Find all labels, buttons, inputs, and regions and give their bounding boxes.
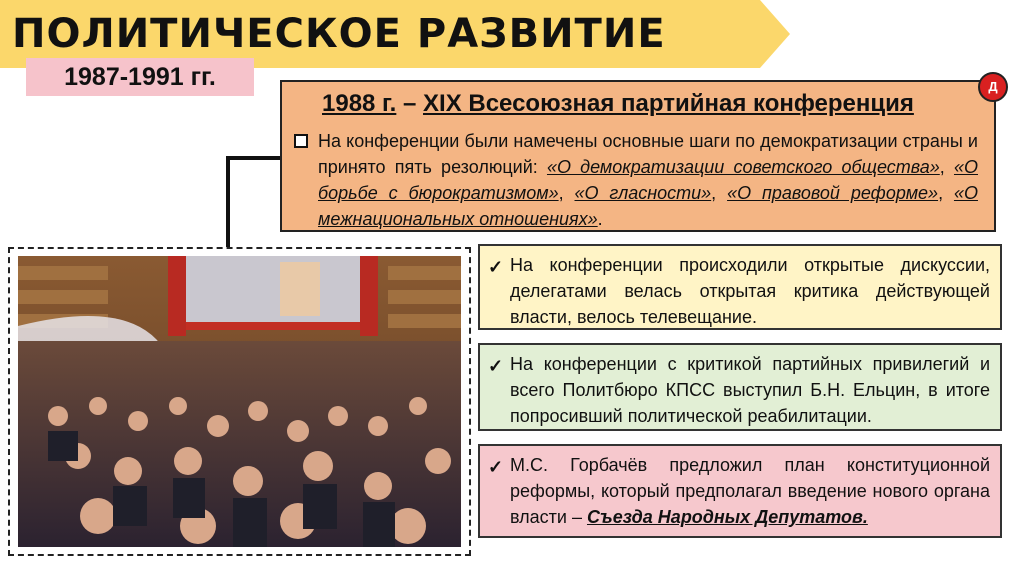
conference-intro: На конференции были намечены основные шаги по демократизации страны и принято пять резолюций: (318, 131, 978, 177)
slide-title: ПОЛИТИЧЕСКОЕ РАЗВИТИЕ (12, 11, 666, 57)
checkmark-icon: ✓ (488, 457, 504, 477)
fact-box-discussions (478, 244, 1002, 330)
fact-text (510, 452, 990, 530)
separator: , (711, 183, 728, 203)
resolution-item: «О демократизации советского общества» (546, 157, 940, 177)
fact-highlight: Съезда Народных Депутатов. (586, 507, 868, 527)
period: . (597, 209, 603, 229)
resolution-item: «О борьбе с бюрократизмом» (318, 157, 978, 203)
square-bullet-icon (294, 134, 308, 148)
fact-text: На конференции происходили открытые дискуссии, делегатами велась открытая критика действующей власти, велось телевещание. (510, 255, 990, 327)
resolution-item: «О гласности» (574, 183, 712, 203)
fact-box-gorbachev (478, 444, 1002, 538)
conference-box (280, 80, 996, 232)
conference-description (318, 128, 978, 232)
fact-text: На конференции с критикой партийных привилегий и всего Политбюро КПСС выступил Б.Н. Ельцин, в итоге попросивший политической реабилитации. (510, 354, 990, 426)
photo-frame (8, 247, 471, 556)
connector-line-horizontal (226, 156, 282, 160)
badge-d[interactable]: Д (978, 72, 1008, 102)
fact-box-yeltsin (478, 343, 1002, 431)
conference-dash: – (396, 90, 424, 117)
conference-title (322, 90, 914, 118)
resolution-item: «О правовой реформе» (727, 183, 939, 203)
checkmark-icon: ✓ (488, 356, 504, 376)
title-banner-arrow (760, 0, 790, 68)
conference-photo (18, 256, 461, 547)
fact-text-main: М.С. Горбачёв предложил план конституционной реформы, который предполагал введение нового органа власти – (510, 455, 990, 527)
conference-year: 1988 г. (322, 90, 397, 117)
checkmark-icon: ✓ (488, 257, 504, 277)
years-label: 1987-1991 гг. (26, 58, 254, 96)
connector-line-vertical (226, 156, 230, 248)
resolution-item: «О межнациональных отношениях» (318, 183, 978, 229)
conference-name: XIX Всесоюзная партийная конференция (423, 90, 914, 117)
separator: , (938, 183, 954, 203)
separator: , (939, 157, 954, 177)
separator: , (558, 183, 575, 203)
